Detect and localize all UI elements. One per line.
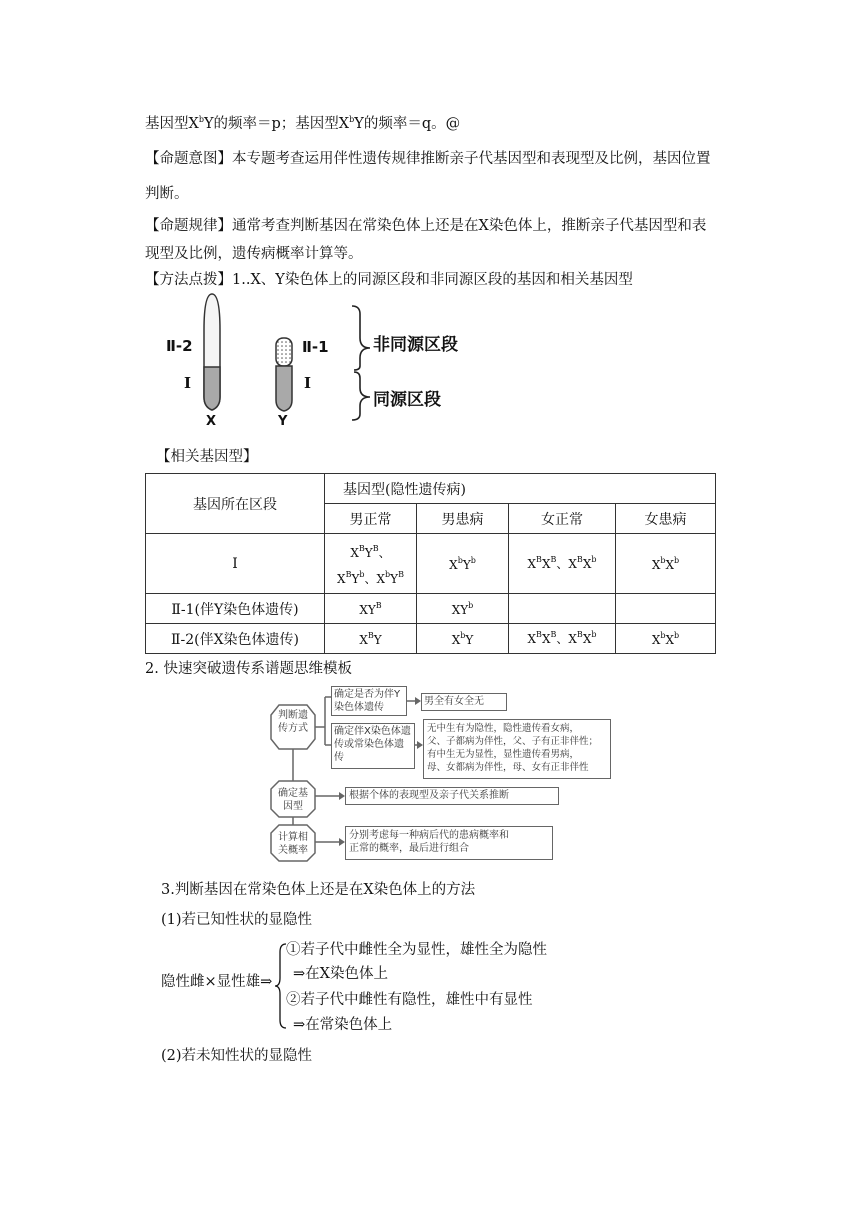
col-female-ill: 女患病	[616, 504, 716, 534]
y-result-box: 男全有女全无	[421, 693, 507, 711]
rules-box: 无中生有为隐性，隐性遗传看女病， 父、子都病为伴性，父、子有正非伴性； 有中生无为显性，显性遗传看男病， 母、女都病为伴性，母、女有正非伴性	[423, 719, 611, 779]
row2-region: Ⅱ-1(伴Y染色体遗传)	[146, 594, 325, 624]
row2-male-ill: $XY^b$	[417, 594, 509, 624]
calc-detail-box: 分别考虑每一种病后代的患病概率和 正常的概率，最后进行组合	[345, 826, 553, 860]
related-genotypes-heading: 【相关基因型】	[156, 449, 258, 465]
chromosome-figure	[160, 292, 490, 432]
pedigree-flowchart	[265, 683, 610, 863]
table-row	[146, 534, 716, 594]
table-row	[146, 624, 716, 654]
genotype-header: 基因型(隐性遗传病)	[325, 474, 716, 504]
label-i-y: Ⅰ	[304, 374, 312, 392]
label-x: X	[206, 414, 217, 429]
method-paragraph: 【方法点拨】1..X、Y染色体上的同源区段和非同源区段的基因和相关基因型	[145, 272, 633, 288]
row1-female-normal: $X^BX^B$、$X^BX^b$	[509, 534, 616, 594]
row3-region: Ⅱ-2(伴X染色体遗传)	[146, 624, 325, 654]
row2-male-normal: $XY^B$	[325, 594, 417, 624]
rule-paragraph-line2: 现型及比例，遗传病概率计算等。	[145, 246, 363, 262]
judge-mode-label: 判断遗传方式	[278, 710, 308, 734]
row3-male-normal: $X^BY$	[325, 624, 417, 654]
col-male-normal: 男正常	[325, 504, 417, 534]
label-y: Y	[278, 414, 288, 429]
region-header: 基因所在区段	[146, 474, 325, 534]
row2-female-normal	[509, 594, 616, 624]
label-ii1: Ⅱ-1	[302, 338, 329, 356]
cross-label: 隐性雌×显性雄⇒	[161, 974, 273, 990]
case-1: ①若子代中雌性全为显性，雄性全为隐性	[286, 942, 547, 958]
row3-female-normal: $X^BX^B$、$X^BX^b$	[509, 624, 616, 654]
section-2-heading: 2. 快速突破遗传系谱题思维模板	[145, 661, 352, 677]
determine-detail-box: 根据个体的表现型及亲子代关系推断	[345, 787, 559, 805]
col-female-normal: 女正常	[509, 504, 616, 534]
row1-female-ill: $X^bX^b$	[616, 534, 716, 594]
label-homologous: 同源区段	[373, 390, 441, 410]
y-check-box: 确定是否为伴Y染色体遗传	[331, 686, 407, 716]
row1-male-ill: $X^bY^b$	[417, 534, 509, 594]
genotype-frequency-line: 基因型$X^bY$的频率＝p；基因型$X^bY$的频率＝q。@	[145, 115, 461, 132]
case-2: ②若子代中雌性有隐性，雄性中有显性	[286, 992, 533, 1008]
subsection-2: (2)若未知性状的显隐性	[161, 1048, 313, 1064]
determine-label: 确定基因型	[278, 788, 308, 812]
row1-male-normal: $X^BY^B$、 $X^BY^b$、$X^bY^B$	[325, 534, 417, 594]
intent-paragraph-line2: 判断。	[145, 186, 189, 202]
col-male-ill: 男患病	[417, 504, 509, 534]
calc-label: 计算相关概率	[278, 832, 308, 856]
row3-male-ill: $X^bY$	[417, 624, 509, 654]
case-2-result: ⇒在常染色体上	[293, 1017, 393, 1033]
chromosome-diagram	[160, 292, 490, 432]
x-check-box: 确定伴X染色体遗传或常染色体遗传	[331, 723, 415, 769]
row3-female-ill: $X^bX^b$	[616, 624, 716, 654]
row1-region: Ⅰ	[146, 534, 325, 594]
intent-paragraph-line1: 【命题意图】本专题考查运用伴性遗传规律推断亲子代基因型和表现型及比例，基因位置	[145, 151, 711, 167]
case-1-result: ⇒在X染色体上	[293, 966, 388, 982]
y-chromosome-shape	[276, 338, 292, 366]
label-nonhomologous: 非同源区段	[373, 335, 458, 355]
rule-paragraph-line1: 【命题规律】通常考查判断基因在常染色体上还是在X染色体上，推断亲子代基因型和表	[145, 218, 707, 234]
table-row	[146, 594, 716, 624]
subsection-1: (1)若已知性状的显隐性	[161, 912, 313, 928]
label-ii2: Ⅱ-2	[166, 337, 193, 355]
label-i-x: Ⅰ	[184, 374, 192, 392]
row2-female-ill	[616, 594, 716, 624]
genotype-table	[145, 473, 716, 654]
section-3-heading: 3.判断基因在常染色体上还是在X染色体上的方法	[161, 882, 476, 898]
